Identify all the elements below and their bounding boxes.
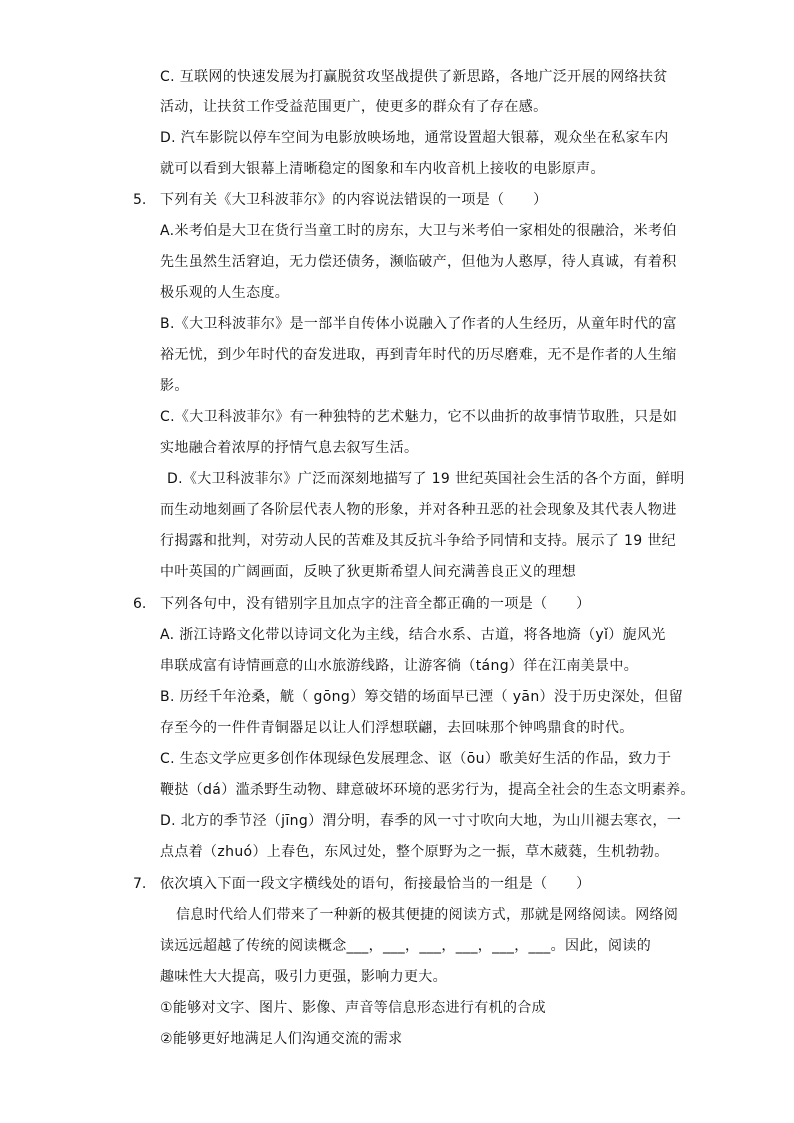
text-line: 读远远超越了传统的阅读概念___，___，___，___，___，___。因此，阅读的	[160, 938, 652, 954]
text-line: C. 生态文学应更多创作体现绿色发展理念、讴（ōu）歌美好生活的作品，致力于	[160, 751, 672, 767]
text-line: A. 浙江诗路文化带以诗词文化为主线，结合水系、古道，将各地旖（yǐ）旎风光	[160, 627, 666, 643]
text-line: 点点着（zhuó）上春色，东风过处，整个原野为之一振，草木葳蕤，生机勃勃。	[160, 844, 669, 860]
text-line: 趣味性大大提高，吸引力更强，影响力更大。	[160, 969, 447, 985]
text-line: 极乐观的人生态度。	[160, 285, 290, 301]
question-number: 6.	[133, 596, 147, 612]
text-line: C. 互联网的快速发展为打赢脱贫攻坚战提供了新思路，各地广泛开展的网络扶贫	[160, 69, 668, 85]
text-line: ①能够对文字、图片、影像、声音等信息形态进行有机的合成	[160, 1000, 546, 1016]
text-line: 下列各句中，没有错别字且加点字的注音全都正确的一项是（ ）	[160, 596, 591, 612]
text-line: D. 北方的季节泾（jīng）渭分明，春季的风一寸寸吹向大地，为山川褪去寒衣，一	[160, 813, 682, 829]
text-line: D. 汽车影院以停车空间为电影放映场地，通常设置超大银幕，观众坐在私家车内	[160, 130, 669, 146]
question-number: 7.	[133, 876, 147, 892]
text-line: A.米考伯是大卫在货行当童工时的房东，大卫与米考伯一家相处的很融洽，米考伯	[160, 223, 677, 239]
text-line: 影。	[160, 378, 189, 394]
text-line: 存至今的一件件青铜器足以让人们浮想联翩，去回味那个钟鸣鼎食的时代。	[160, 720, 634, 736]
text-line: 鞭挞（dá）滥杀野生动物、肆意破坏环境的恶劣行为，提高全社会的生态文明素养。	[160, 782, 695, 798]
text-line: 活动，让扶贫工作受益范围更广，使更多的群众有了存在感。	[160, 99, 548, 115]
text-line: D.《大卫科波菲尔》广泛而深刻地描写了 19 世纪英国社会生活的各个方面，鲜明	[167, 471, 685, 487]
text-line: 而生动地刻画了各阶层代表人物的形象，并对各种丑恶的社会现象及其代表人物进	[160, 502, 677, 518]
text-line: 依次填入下面一段文字横线处的语句，衔接最恰当的一组是（ ）	[160, 876, 591, 892]
text-line: B. 历经千年沧桑，觥（ gōng）筹交错的场面早已湮（ yān）没于历史深处，但留	[160, 689, 684, 705]
text-line: 下列有关《大卫科波菲尔》的内容说法错误的一项是（ ）	[160, 192, 548, 208]
question-number: 5.	[133, 192, 147, 208]
text-line: B.《大卫科波菲尔》是一部半自传体小说融入了作者的人生经历，从童年时代的富	[160, 316, 678, 332]
text-line: 裕无忧，到少年时代的奋发进取，再到青年时代的历尽磨难，无不是作者的人生缩	[160, 347, 677, 363]
text-line: ②能够更好地满足人们沟通交流的需求	[160, 1031, 403, 1047]
text-line: 行揭露和批判，对劳动人民的苦难及其反抗斗争给予同情和支持。展示了 19 世纪	[160, 533, 677, 549]
text-line: 串联成富有诗情画意的山水旅游线路，让游客徜（táng）徉在江南美景中。	[160, 658, 639, 674]
text-line: C.《大卫科波菲尔》有一种独特的艺术魅力，它不以曲折的故事情节取胜，只是如	[160, 409, 678, 425]
text-line: 实地融合着浓厚的抒情气息去叙写生活。	[160, 440, 419, 456]
text-line: 中叶英国的广阔画面，反映了狄更斯希望人间充满善良正义的理想	[160, 564, 577, 580]
text-line: 就可以看到大银幕上清晰稳定的图象和车内收音机上接收的电影原声。	[160, 161, 605, 177]
text-line: 先生虽然生活窘迫，无力偿还债务，濒临破产，但他为人憨厚，待人真诚，有着积	[160, 254, 677, 270]
text-line: 信息时代给人们带来了一种新的极其便捷的阅读方式，那就是网络阅读。网络阅	[176, 907, 679, 923]
